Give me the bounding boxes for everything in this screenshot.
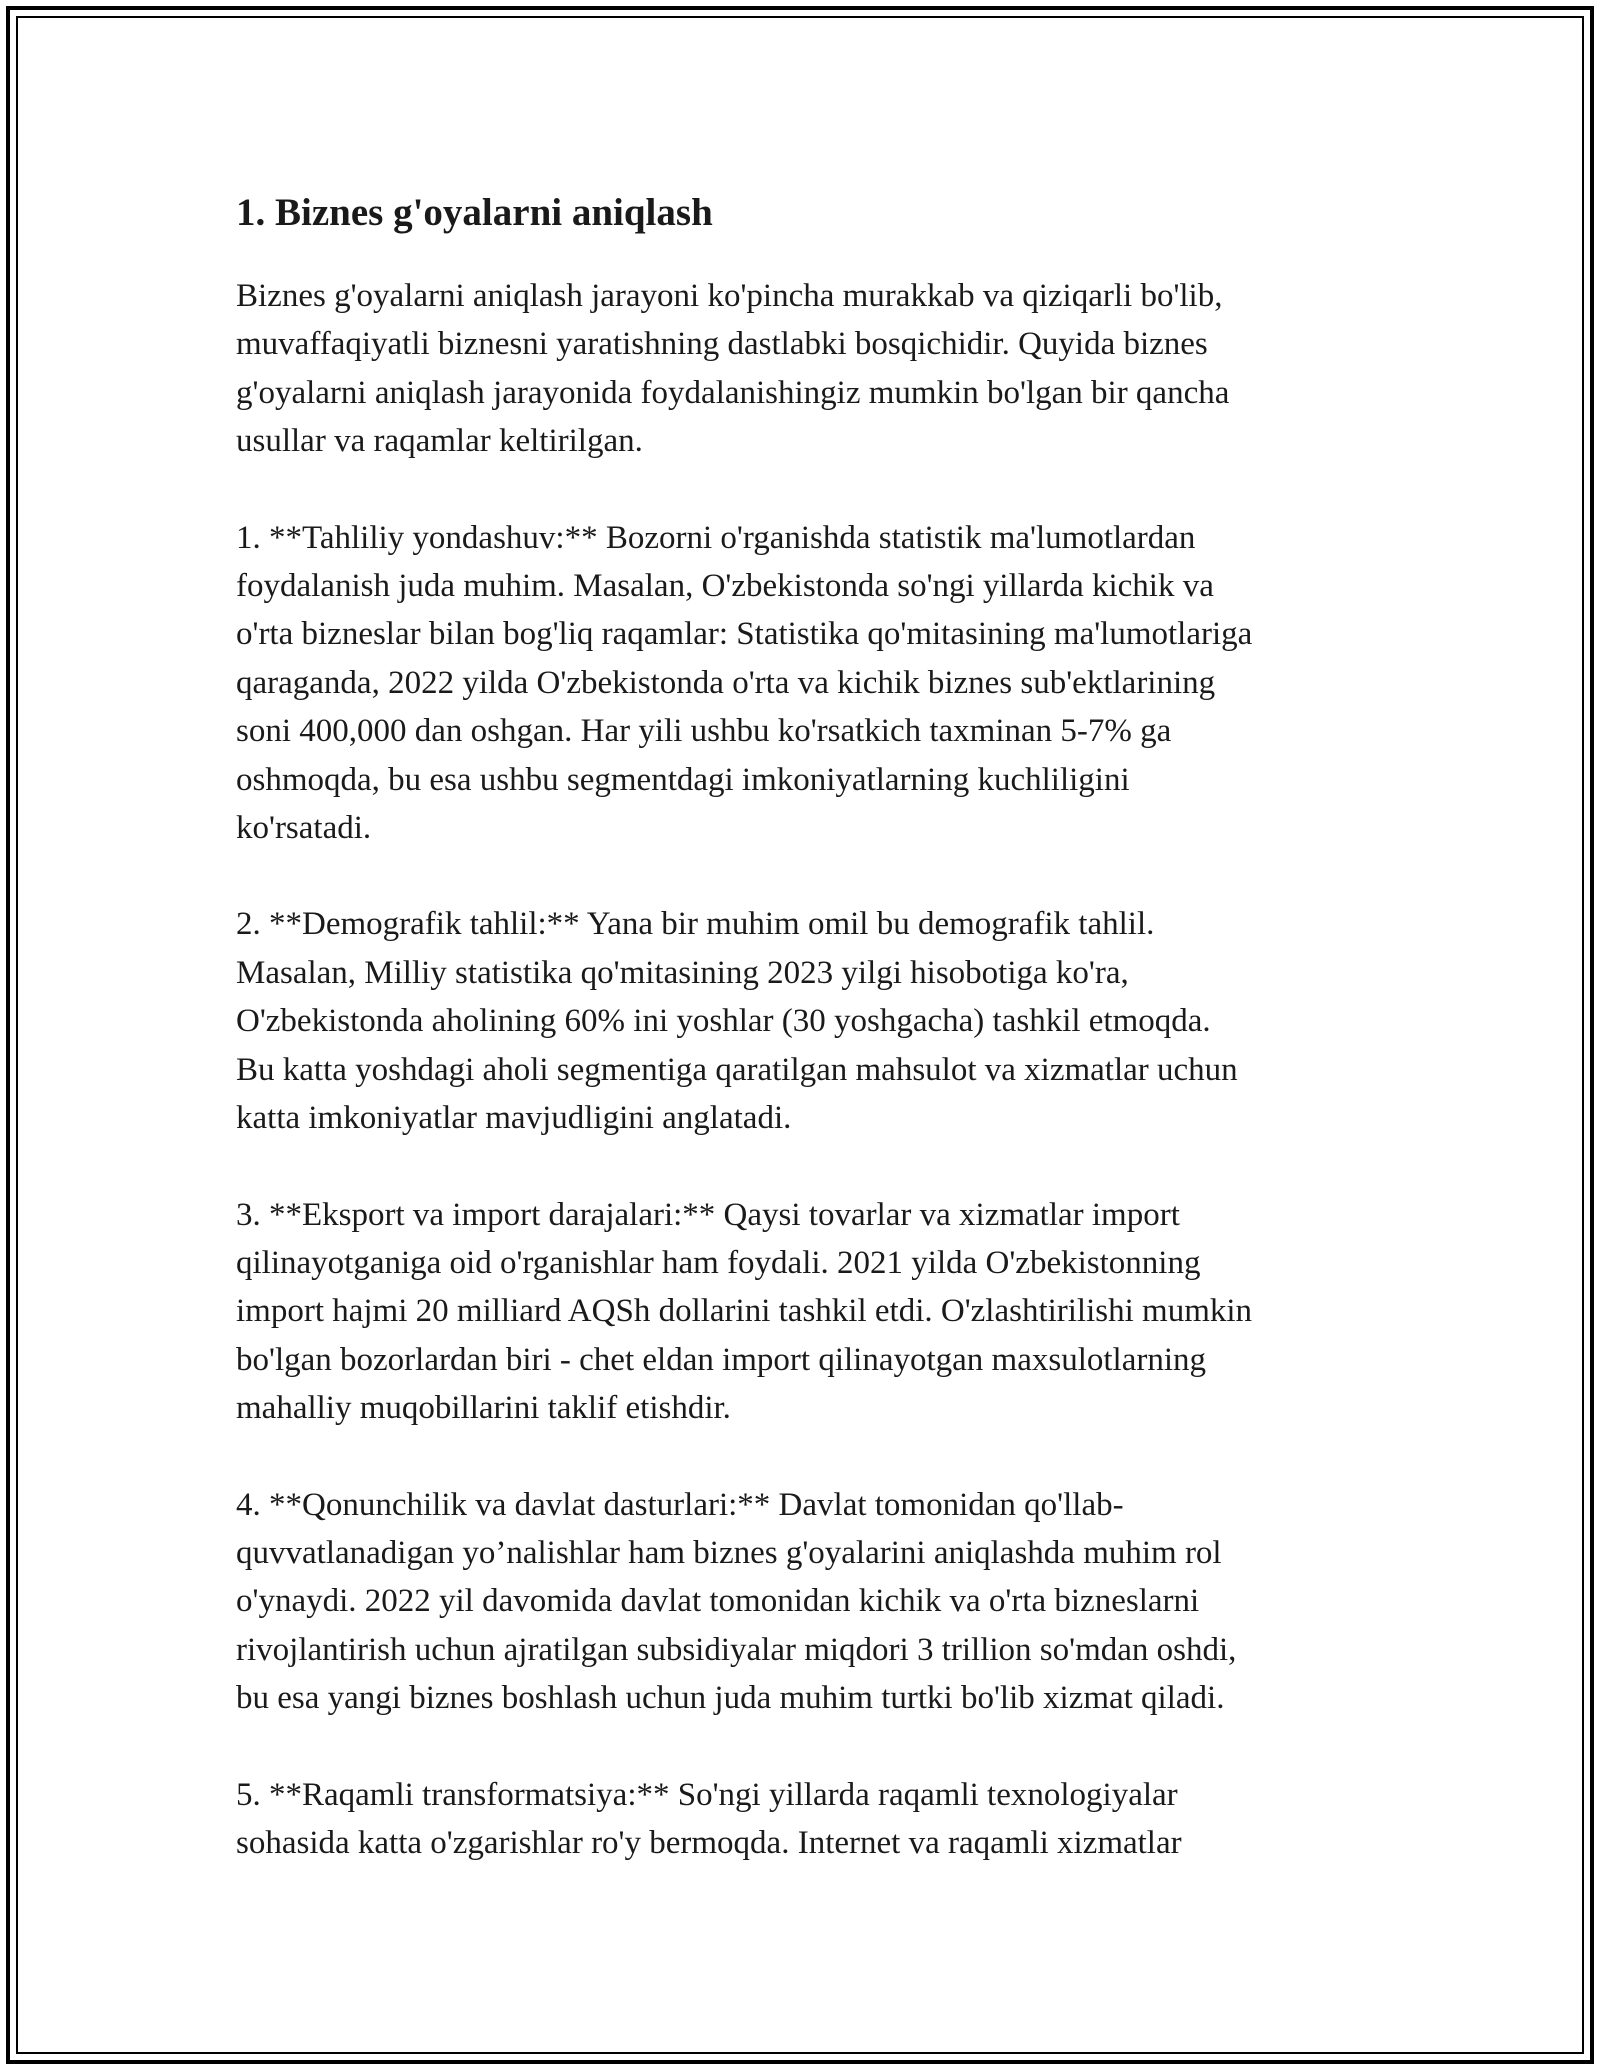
document-body [236, 188, 1366, 1915]
section-heading: 1. Biznes g'oyalarni aniqlash [236, 191, 713, 234]
paragraph-analytical-approach: 1. **Tahliliy yondashuv:** Bozorni o'rganishda statistik ma'lumotlardan foydalanish juda muhim. Masalan, O'zbekistonda so'ngi yillarda kichik va o'rta bizneslar bilan bog'liq raqamlar: Statistika qo'mitasining ma'lumotlariga qaraganda, 2022 yilda O'zbekistonda o'rta va kichik biznes sub'ektlarining soni 400,000 dan oshgan. Har yili ushbu ko'rsatkich taxminan 5-7% ga oshmoqda, bu esa ushbu segmentdagi imkoniyatlarning kuchliligini ko'rsatadi. [236, 519, 1253, 847]
paragraph-digital-transformation: 5. **Raqamli transformatsiya:** So'ngi yillarda raqamli texnologiyalar sohasida katta o'zgarishlar ro'y bermoqda. Internet va raqamli xizmatlar [236, 1776, 1182, 1861]
paragraph-demographic-analysis: 2. **Demografik tahlil:** Yana bir muhim omil bu demografik tahlil. Masalan, Milliy statistika qo'mitasining 2023 yilgi hisobotiga ko'ra, O'zbekistonda aholining 60% ini yoshlar (30 yoshgacha) tashkil etmoqda. Bu katta yoshdagi aholi segmentiga qaratilgan mahsulot va xizmatlar uchun katta imkoniyatlar mavjudligini anglatadi. [236, 906, 1238, 1137]
paragraph-legislation: 4. **Qonunchilik va davlat dasturlari:** Davlat tomonidan qo'llab- quvvatlanadigan yo’nalishlar ham biznes g'oyalarini aniqlashda muhim rol o'ynaydi. 2022 yil davomida davlat tomonidan kichik va o'rta bizneslarni rivojlantirish uchun ajratilgan subsidiyalar miqdori 3 trillion so'mdan oshdi, bu esa yangi biznes boshlash uchun juda muhim turtki bo'lib xizmat qiladi. [236, 1486, 1237, 1717]
paragraph-export-import: 3. **Eksport va import darajalari:** Qaysi tovarlar va xizmatlar import qilinayotganiga oid o'rganishlar ham foydali. 2021 yilda O'zbekistonning import hajmi 20 milliard AQSh dollarini tashkil etdi. O'zlashtirilishi mumkin bo'lgan bozorlardan biri - chet eldan import qilinayotgan maxsulotlarning mahalliy muqobillarini taklif etishdir. [236, 1196, 1253, 1427]
intro-paragraph: Biznes g'oyalarni aniqlash jarayoni ko'pincha murakkab va qiziqarli bo'lib, muvaffaqiyatli biznesni yaratishning dastlabki bosqichidir. Quyida biznes g'oyalarni aniqlash jarayonida foydalanishingiz mumkin bo'lgan bir qancha usullar va raqamlar keltirilgan. [236, 278, 1230, 460]
